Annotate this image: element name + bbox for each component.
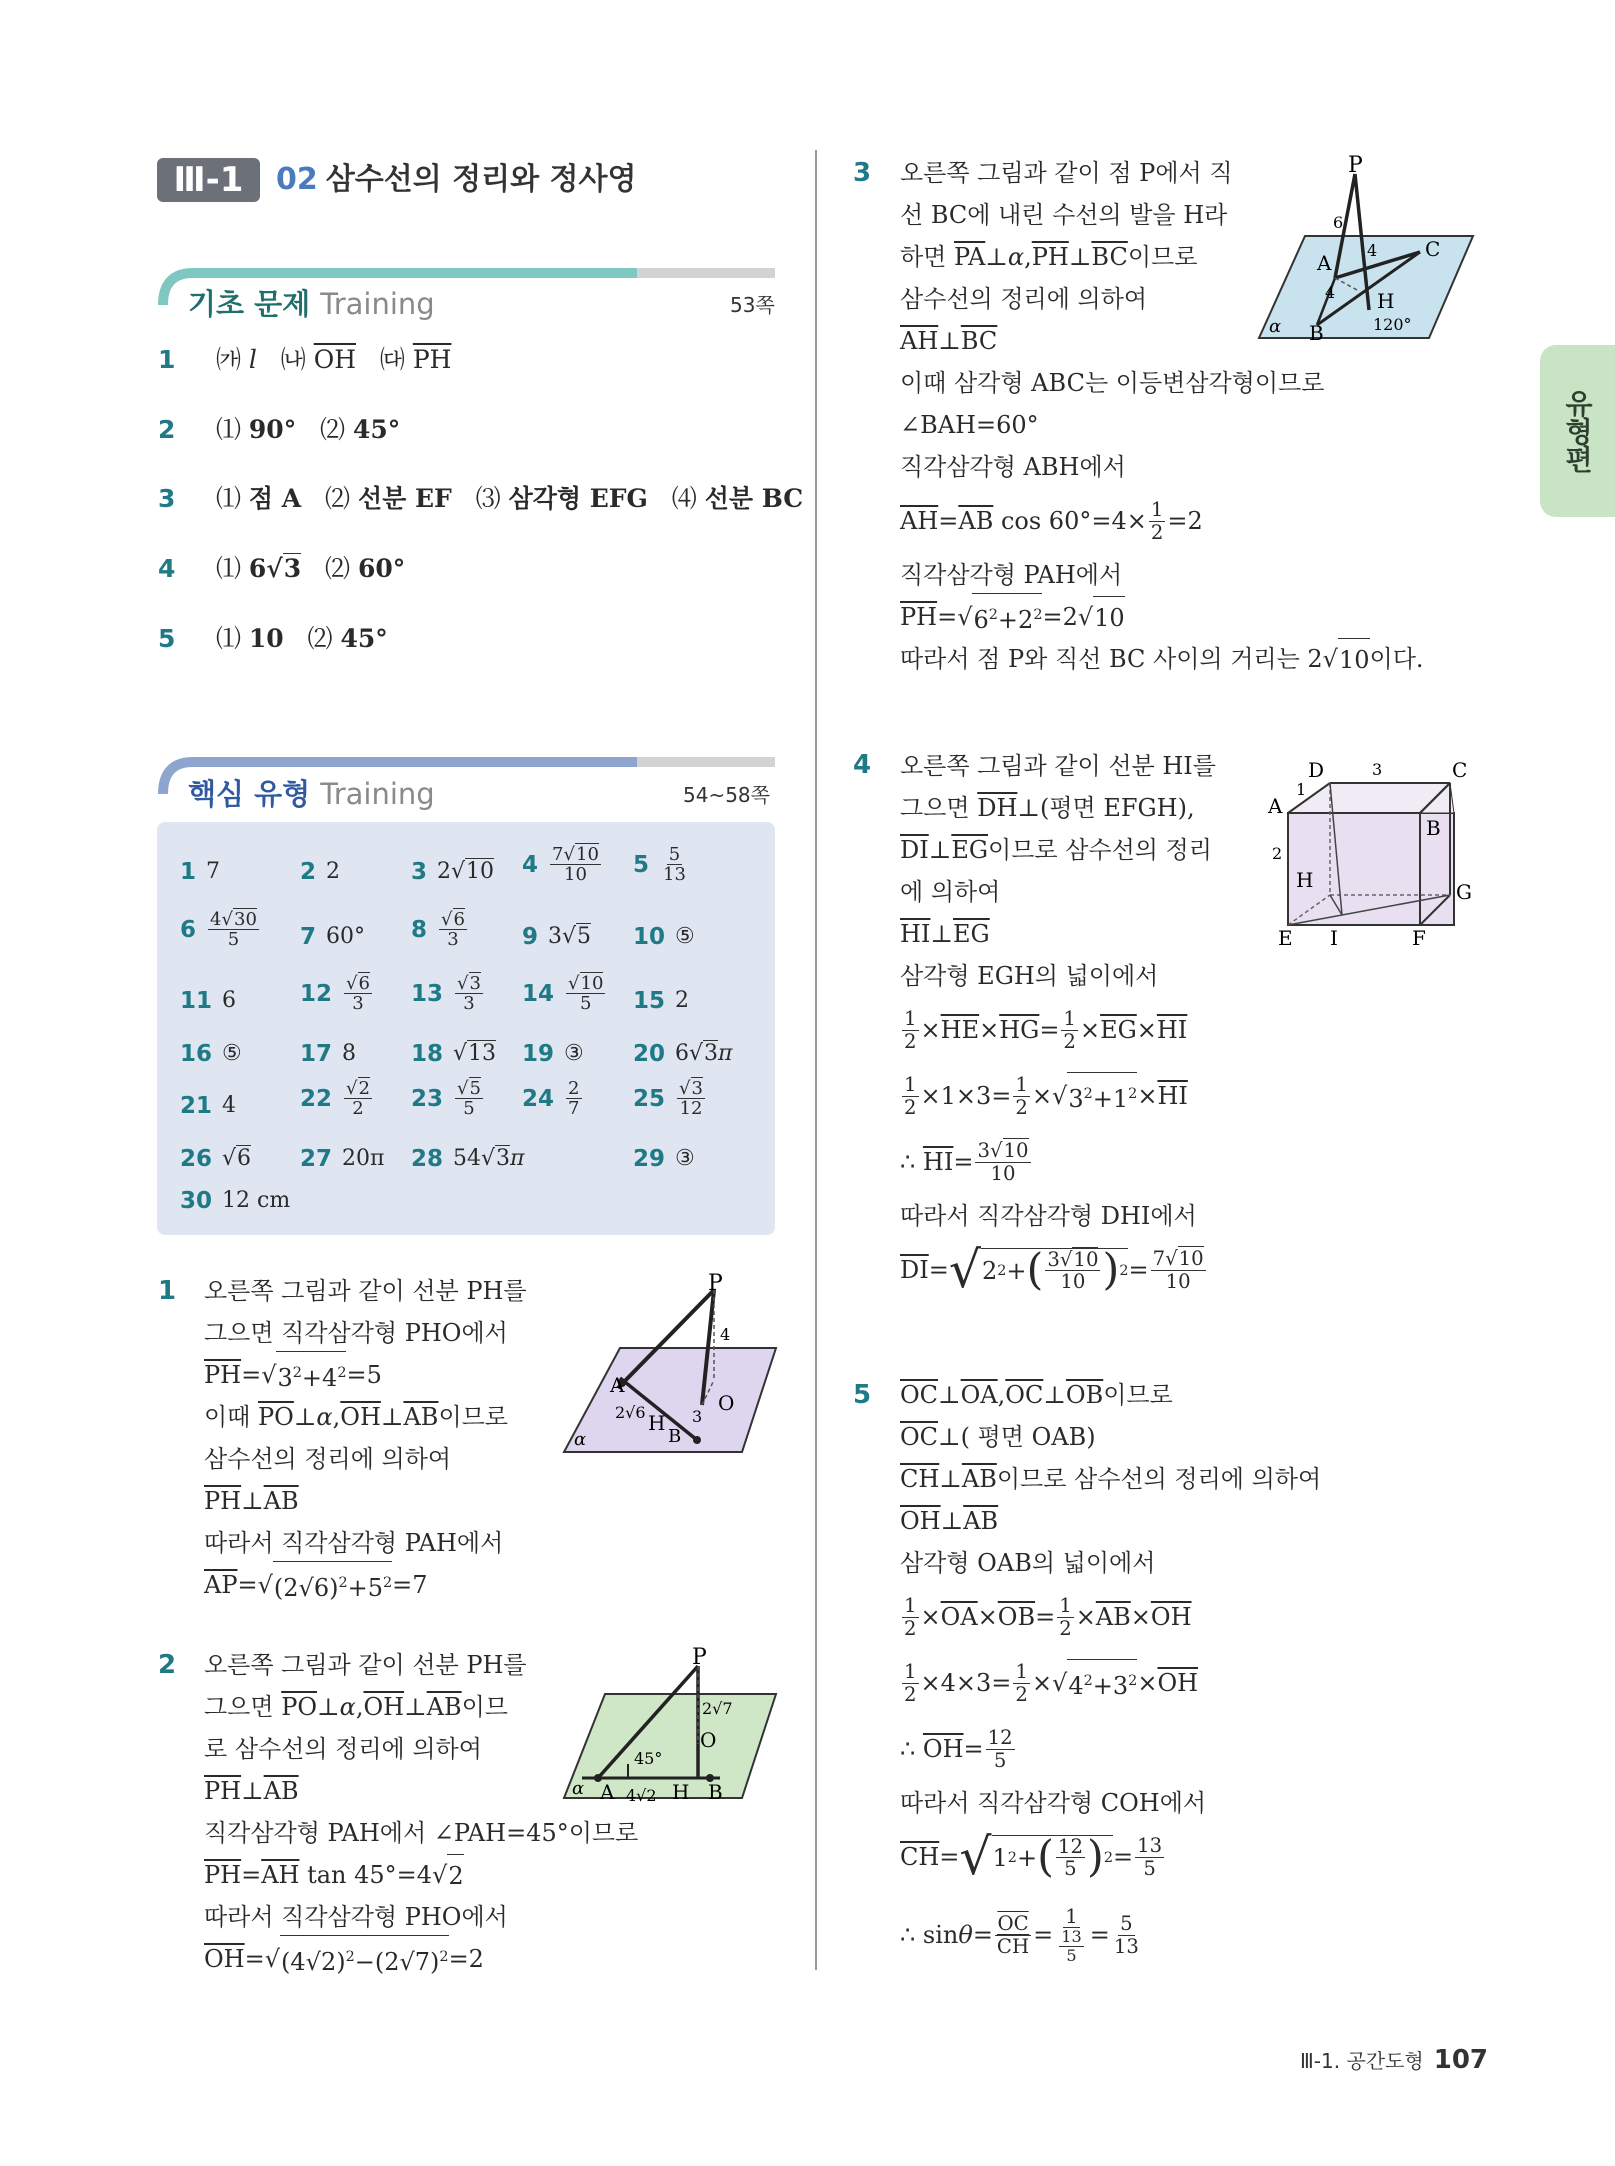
svg-text:B: B <box>1426 816 1441 840</box>
answer-value: 2 <box>326 859 341 884</box>
solution-text: 그으면 $\overline{PO}$ ⊥ α , $\overline{OH}$ ⊥ $\overline{AB}$ 이므 <box>204 1693 508 1721</box>
core-answer <box>180 857 220 887</box>
basic-answer-row: 2 ⑴ 90° ⑵ 45° <box>158 410 400 450</box>
question-number: 22 <box>300 1085 333 1112</box>
question-number: 17 <box>300 1041 333 1067</box>
side-tab: 유형편 <box>1540 345 1615 517</box>
question-number: 18 <box>411 1041 444 1067</box>
svg-text:E: E <box>1278 926 1293 950</box>
solution-text: 따라서 직각삼각형 PHO에서 <box>204 1903 508 1931</box>
svg-text:3: 3 <box>1372 760 1383 779</box>
figure-1 <box>560 1271 780 1460</box>
core-answer: 23 $\frac{√5}{5}$ <box>411 1078 481 1120</box>
figure-4 <box>1260 755 1480 950</box>
solution-number: 1 <box>158 1276 177 1306</box>
solution-text: 이때 $\overline{PO}$ ⊥ α , $\overline{OH}$ ⊥ $\overline{AB}$ 이므로 <box>204 1403 508 1431</box>
section-title: 삼수선의 정리와 정사영 <box>325 162 637 197</box>
svg-text:H: H <box>672 1780 690 1804</box>
svg-text:B: B <box>668 1426 682 1447</box>
svg-text:O: O <box>718 1391 735 1415</box>
answer-value: 20π <box>342 1146 385 1171</box>
svg-text:A: A <box>1317 251 1332 275</box>
svg-text:P: P <box>708 1271 723 1296</box>
solution-text: 따라서 직각삼각형 COH에서 <box>900 1789 1207 1817</box>
equation: ∴ $\overline{OH}$ = $\frac{12}{5}$ <box>900 1726 1013 1772</box>
question-number: 30 <box>180 1188 213 1214</box>
solution-text: 직각삼각형 PAH에서 <box>900 561 1123 589</box>
solution-text: $\overline{CH}$ ⊥ $\overline{AB}$ 이므로 삼수선의 정리에 의하여 <box>900 1465 1322 1493</box>
svg-text:C: C <box>1425 237 1441 261</box>
chapter-badge: Ⅲ-1 <box>157 158 260 202</box>
solution-1 <box>204 1270 527 1606</box>
question-number: 11 <box>180 988 213 1014</box>
equation: $\overline{HI}$ ⊥ $\overline{EG}$ <box>900 920 990 948</box>
solution-text: 오른쪽 그림과 같이 점 P에서 직 <box>900 159 1233 187</box>
question-number: 24 <box>522 1085 555 1112</box>
equation: $\frac{1}{2}$ × $\overline{HE}$ × $\overline{HG}$ = $\frac{1}{2}$ × $\overline{EG}$ × $\overline{HI}$ <box>904 1007 1188 1053</box>
equation: $\overline{PH}$ = $\overline{AH}$ tan 45°=4√ 2 <box>204 1854 638 1896</box>
core-answer: 14 $\frac{√10}{5}$ <box>522 973 604 1015</box>
solution-text: 오른쪽 그림과 같이 선분 PH를 <box>204 1651 527 1679</box>
solution-text: 그으면 $\overline{DH}$ ⊥ (평면 EFGH), <box>900 794 1195 822</box>
question-number: 2 <box>300 859 317 885</box>
svg-text:H: H <box>1296 868 1314 892</box>
question-number: 6 <box>180 916 197 943</box>
equation: $\frac{1}{2}$ ×1×3= $\frac{1}{2}$ ×√ $3^2+1^2$ × $\overline{HI}$ <box>904 1073 1188 1119</box>
svg-text:1: 1 <box>1296 780 1307 799</box>
question-number: 5 <box>158 624 176 653</box>
core-answer: 25 $\frac{√3}{12}$ <box>633 1078 703 1120</box>
solution-text: 로 삼수선의 정리에 의하여 <box>204 1735 482 1763</box>
solution-text: 따라서 점 P와 직선 BC 사이의 거리는 2√ 10 이다. <box>900 638 1424 680</box>
solution-4 <box>900 745 1216 1303</box>
answer-value: 6 <box>222 988 237 1013</box>
equation: $\frac{1}{2}$ ×4×3= $\frac{1}{2}$ ×√ $4^2+3^2$ × $\overline{OH}$ <box>904 1660 1199 1706</box>
solution-text: $\overline{OC}$ ⊥ ( 평면 OAB) <box>900 1423 1096 1451</box>
core-answer <box>633 922 695 952</box>
question-number: 10 <box>633 924 666 950</box>
svg-text:A: A <box>610 1373 625 1397</box>
svg-text:P: P <box>692 1645 707 1670</box>
svg-text:α: α <box>572 1778 585 1799</box>
solution-text: 직각삼각형 ABH에서 <box>900 453 1126 481</box>
figure-2 <box>560 1645 780 1814</box>
solution-number: 3 <box>853 158 872 188</box>
question-number: 13 <box>411 980 444 1007</box>
answer-value: ⑤ <box>675 924 695 949</box>
svg-text:A: A <box>600 1780 615 1804</box>
footer-chapter: Ⅲ-1. 공간도형 <box>1300 2049 1424 2073</box>
question-number: 1 <box>180 859 197 885</box>
core-section-title <box>188 774 435 814</box>
basic-title-ko: 기초 문제 <box>188 287 311 321</box>
core-answer <box>180 1186 290 1216</box>
equation: $\overline{CH}$ = √ 1 2 + ( $\frac{12}{5}$ ) 2 = $\frac{13}{5}$ <box>900 1826 1163 1886</box>
question-number: 7 <box>300 924 317 950</box>
equation: $\overline{OH}$ ⊥ $\overline{AB}$ <box>900 1507 999 1535</box>
core-answer: 9 3√5 <box>522 924 592 950</box>
core-answer: 5 $\frac{5}{13}$ <box>633 844 686 886</box>
core-answer: 20 6√3π <box>633 1041 733 1067</box>
equation: $\overline{PH}$ ⊥ $\overline{AB}$ <box>204 1777 299 1805</box>
equation: $\overline{PH}$ ⊥ $\overline{AB}$ <box>204 1487 299 1515</box>
solution-text: 따라서 직각삼각형 PAH에서 <box>204 1529 504 1557</box>
solution-text: 선 BC에 내린 수선의 발을 H라 <box>900 201 1228 229</box>
core-title-en: Training <box>320 777 435 811</box>
equation: $\overline{AH}$ ⊥ $\overline{BC}$ <box>900 327 998 355</box>
solution-text: 삼수선의 정리에 의하여 <box>900 285 1148 313</box>
column-divider <box>815 150 817 1970</box>
answer-value: ⑤ <box>222 1041 242 1066</box>
question-number: 3 <box>158 484 176 513</box>
svg-text:45°: 45° <box>634 1749 663 1768</box>
figure-3 <box>1255 153 1475 350</box>
solution-5 <box>900 1374 1321 1980</box>
svg-text:H: H <box>648 1411 666 1435</box>
core-answer <box>633 1144 695 1174</box>
core-answer <box>633 986 689 1016</box>
solution-text: $\overline{OC}$ ⊥ $\overline{OA}$ , $\overline{OC}$ ⊥ $\overline{OB}$ 이므로 <box>900 1381 1173 1409</box>
svg-text:O: O <box>700 1728 717 1752</box>
basic-answer-row: 3 ⑴ 점 A ⑵ 선분 EF ⑶ 삼각형 EFG ⑷ 선분 BC <box>158 479 803 519</box>
equation: ∠BAH=60° <box>900 411 1039 439</box>
svg-text:3: 3 <box>692 1407 703 1426</box>
core-answer <box>522 1039 584 1069</box>
solution-text: 따라서 직각삼각형 DHI에서 <box>900 1202 1197 1230</box>
svg-text:6: 6 <box>1333 213 1344 232</box>
section-number: 02 <box>276 162 318 197</box>
question-number: 15 <box>633 988 666 1014</box>
question-number: 12 <box>300 980 333 1007</box>
core-answer: 24 $\frac{2}{7}$ <box>522 1078 580 1120</box>
solution-number: 5 <box>853 1380 872 1410</box>
question-number: 21 <box>180 1093 213 1119</box>
question-number: 4 <box>522 851 539 878</box>
svg-text:4√2: 4√2 <box>626 1786 657 1805</box>
svg-text:120°: 120° <box>1373 315 1412 334</box>
svg-text:H: H <box>1377 289 1395 313</box>
solution-text: $\overline{DI}$ ⊥ $\overline{EG}$ 이므로 삼수선의 정리 <box>900 836 1212 864</box>
solution-number: 4 <box>853 750 872 780</box>
equation: $\overline{PH}$ =√ $3^2+4^2$ =5 <box>204 1354 527 1396</box>
svg-text:4: 4 <box>720 1325 731 1344</box>
question-number: 5 <box>633 851 650 878</box>
core-answer: 12 $\frac{√6}{3}$ <box>300 973 370 1015</box>
svg-text:B: B <box>708 1780 723 1804</box>
core-answer <box>180 986 236 1016</box>
svg-text:F: F <box>1412 926 1426 950</box>
svg-text:A: A <box>1268 794 1283 818</box>
svg-text:C: C <box>1452 758 1468 782</box>
core-answer: 4 $\frac{7√10}{10}$ <box>522 844 599 886</box>
equation: $\frac{1}{2}$ × $\overline{OA}$ × $\overline{OB}$ = $\frac{1}{2}$ × $\overline{AB}$ × $\overline{OH}$ <box>904 1594 1192 1640</box>
svg-text:G: G <box>1456 880 1472 904</box>
core-title-ko: 핵심 유형 <box>188 777 311 811</box>
core-answer: 26 √6 <box>180 1146 252 1172</box>
question-number: 25 <box>633 1085 666 1112</box>
solution-text: 이때 삼각형 ABC는 이등변삼각형이므로 <box>900 369 1325 397</box>
question-number: 4 <box>158 554 176 583</box>
svg-text:B: B <box>1309 321 1324 345</box>
basic-section-title <box>188 284 435 324</box>
answer-value: 7 <box>206 859 221 884</box>
svg-text:2√6: 2√6 <box>615 1403 646 1422</box>
question-number: 9 <box>522 924 539 950</box>
core-answer <box>300 1039 356 1069</box>
core-answer: 18 √13 <box>411 1041 497 1067</box>
svg-text:4: 4 <box>1325 283 1336 302</box>
equation: $\overline{PH}$ =√ $6^2+2^2$ =2√ 10 <box>900 596 1424 638</box>
answer-value: ③ <box>564 1041 584 1066</box>
question-number: 14 <box>522 980 555 1007</box>
page-title <box>276 160 636 200</box>
basic-page-ref: 53쪽 <box>730 293 775 317</box>
answer-value: 12 cm <box>222 1188 291 1213</box>
svg-text:I: I <box>1330 926 1338 950</box>
core-answer <box>300 857 340 887</box>
solution-text: 하면 $\overline{PA}$ ⊥ α , $\overline{PH}$ ⊥ $\overline{BC}$ 이므로 <box>900 243 1198 271</box>
question-number: 23 <box>411 1085 444 1112</box>
svg-text:2√7: 2√7 <box>702 1699 733 1718</box>
solution-text: 삼각형 OAB의 넓이에서 <box>900 1549 1156 1577</box>
question-number: 29 <box>633 1146 666 1172</box>
core-page-ref: 54~58쪽 <box>683 783 770 807</box>
equation: $\overline{AP}$ =√ $(2√6)^2+5^2$ =7 <box>204 1564 527 1606</box>
svg-text:P: P <box>1348 153 1363 178</box>
equation: ∴ $\overline{HI}$ = $\frac{3√10}{10}$ <box>900 1139 1029 1185</box>
core-answer: 13 $\frac{√3}{3}$ <box>411 973 481 1015</box>
question-number: 19 <box>522 1041 555 1067</box>
solution-text: 에 의하여 <box>900 878 1001 906</box>
page-number: 107 <box>1433 2045 1489 2075</box>
solution-text: 삼수선의 정리에 의하여 <box>204 1445 452 1473</box>
equation: ∴ sin θ = $\frac{\overline{OC}}{CH}$ = $\frac{1}{\frac{13}{5}}$ = $\frac{5}{13}$ <box>900 1904 1139 1965</box>
svg-text:D: D <box>1308 758 1325 782</box>
basic-answer-row: 4 ⑴ 6√3 ⑵ 60° <box>158 549 405 589</box>
svg-text:α: α <box>574 1429 587 1450</box>
question-number: 3 <box>411 859 428 885</box>
solution-text: 오른쪽 그림과 같이 선분 HI를 <box>900 752 1216 780</box>
svg-text:4: 4 <box>1367 241 1378 260</box>
answer-value: ③ <box>675 1146 695 1171</box>
answer-value: 3 <box>548 924 563 949</box>
basic-answer-row: 1 ㈎ l ㈏ $\overline{OH}$ ㈐ $\overline{PH}$ <box>158 340 451 380</box>
solution-text: 삼각형 EGH의 넓이에서 <box>900 962 1159 990</box>
question-number: 8 <box>411 916 428 943</box>
core-answer <box>180 1039 242 1069</box>
core-answer <box>300 922 365 952</box>
core-answer <box>300 1144 384 1174</box>
question-number: 16 <box>180 1041 213 1067</box>
svg-text:α: α <box>1269 316 1282 337</box>
question-number: 27 <box>300 1146 333 1172</box>
answer-value: 4 <box>222 1093 237 1118</box>
answer-value: 2 <box>675 988 690 1013</box>
core-answer: 28 54√3π <box>411 1146 525 1172</box>
question-number: 20 <box>633 1041 666 1067</box>
core-answer <box>180 1091 236 1121</box>
solution-number: 2 <box>158 1650 177 1680</box>
core-answer: 8 $\frac{√6}{3}$ <box>411 909 465 951</box>
solution-text: 그으면 직각삼각형 PHO에서 <box>204 1319 508 1347</box>
core-answer: 22 $\frac{√2}{2}$ <box>300 1078 370 1120</box>
question-number: 28 <box>411 1146 444 1172</box>
svg-text:2: 2 <box>1272 844 1283 863</box>
question-number: 26 <box>180 1146 213 1172</box>
answer-value: 8 <box>342 1041 357 1066</box>
basic-title-en: Training <box>320 287 435 321</box>
question-number: 2 <box>158 415 176 444</box>
basic-answer-row: 5 ⑴ 10 ⑵ 45° <box>158 619 388 659</box>
question-number: 1 <box>158 345 176 374</box>
equation: $\overline{OH}$ =√ $(4√2)^2-(2√7)^2$ =2 <box>204 1938 638 1980</box>
page-footer <box>1300 2045 1488 2075</box>
equation: $\overline{DI}$ = √ 2 2 + ( $\frac{3√10}{10}$ ) 2 = $\frac{7√10}{10}$ <box>900 1239 1204 1299</box>
core-answer: 6 $\frac{4√30}{5}$ <box>180 909 257 951</box>
core-answer: 3 2√10 <box>411 859 495 885</box>
answer-value: 60° <box>326 924 366 949</box>
solution-text: 직각삼각형 PAH에서 ∠PAH=45°이므로 <box>204 1819 639 1847</box>
equation: $\overline{AH}$ = $\overline{AB}$ cos 60°=4× $\frac{1}{2}$ =2 <box>900 498 1203 544</box>
solution-text: 오른쪽 그림과 같이 선분 PH를 <box>204 1277 527 1305</box>
